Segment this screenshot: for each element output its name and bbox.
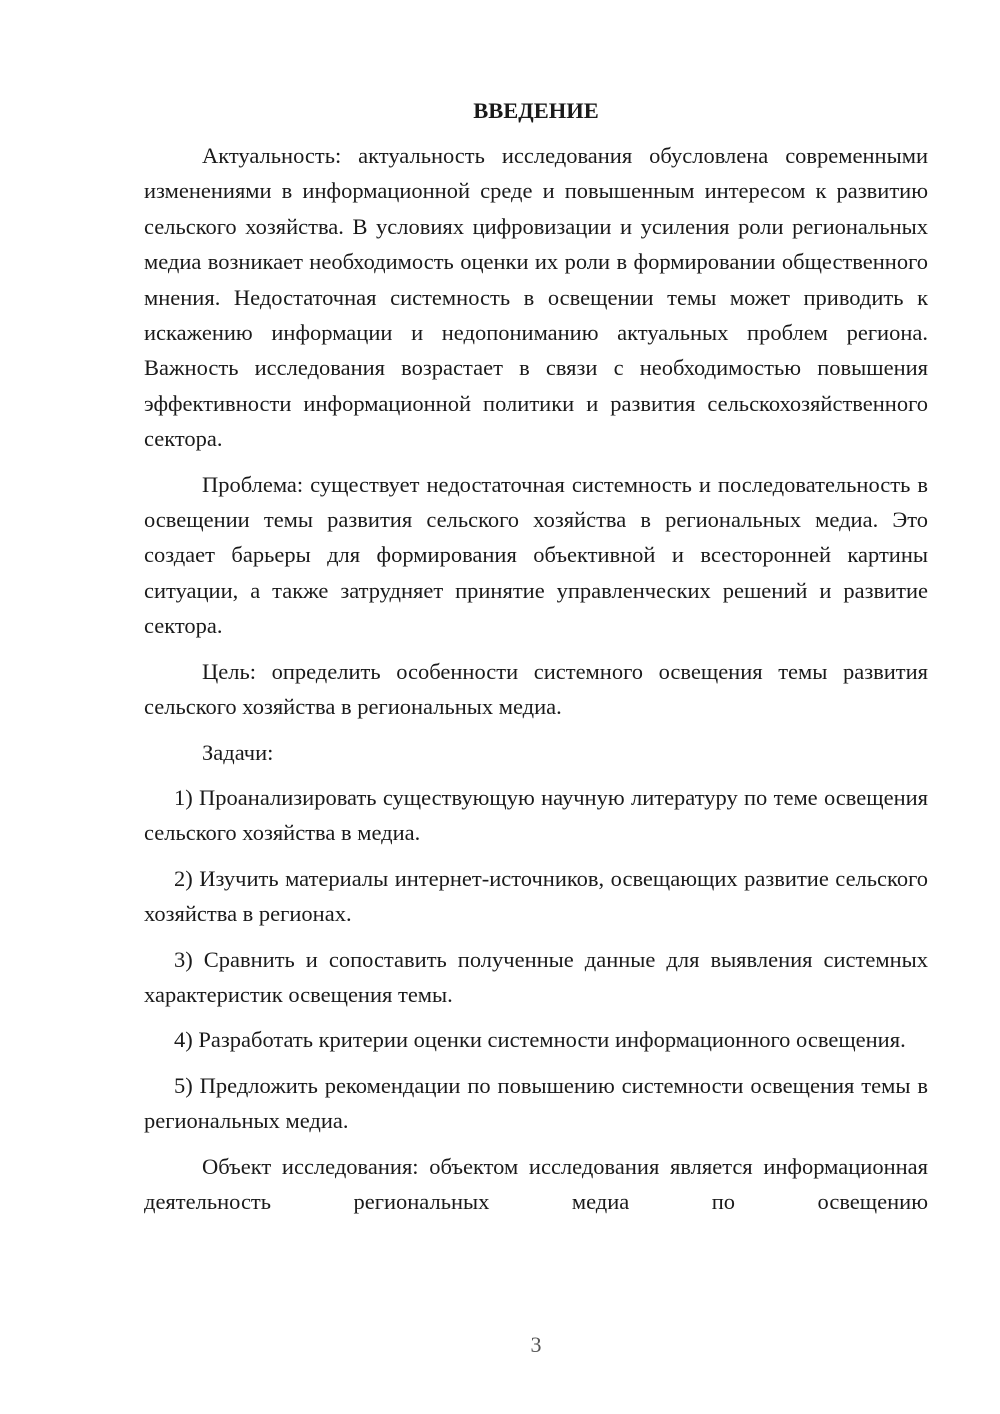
object-paragraph: Объект исследования: объектом исследования является информационная деятельность региональных медиа по освещению — [144, 1153, 928, 1214]
section-heading: ВВЕДЕНИЕ — [473, 98, 599, 123]
page-content — [144, 96, 928, 1219]
task-item-4: 4) Разработать критерии оценки системности информационного освещения. — [174, 1027, 906, 1053]
task-item-1: 1) Проанализировать существующую научную литературу по теме освещения сельского хозяйства в медиа. — [144, 784, 928, 846]
relevance-paragraph: Актуальность: актуальность исследования обусловлена современными изменениями в информационной среде и повышенным интересом к развитию сельского хозяйства. В условиях цифровизации и усиления роли региональных медиа возникает необходимость оценки их роли в формировании общественного мнения. Недостаточная системность в освещении темы может приводить к искажению информации и недопониманию актуальных проблем региона. Важность исследования возрастает в связи с необходимостью повышения эффективности информационной политики и развития сельскохозяйственного сектора. — [144, 143, 928, 452]
task-item-2: 2) Изучить материалы интернет-источников, освещающих развитие сельского хозяйства в регионах. — [144, 865, 928, 927]
goal-paragraph: Цель: определить особенности системного освещения темы развития сельского хозяйства в региональных медиа. — [144, 658, 928, 720]
task-item-5: 5) Предложить рекомендации по повышению системности освещения темы в региональных медиа. — [144, 1072, 928, 1134]
problem-paragraph: Проблема: существует недостаточная системность и последовательность в освещении темы развития сельского хозяйства в региональных медиа. Это создает барьеры для формирования объективной и всесторонней картины ситуации, а также затрудняет принятие управленческих решений и развитие сектора. — [144, 471, 928, 639]
tasks-label: Задачи: — [202, 739, 274, 765]
task-item-3: 3) Сравнить и сопоставить полученные данные для выявления системных характеристик освещения темы. — [144, 946, 928, 1007]
page-number: 3 — [530, 1332, 542, 1357]
